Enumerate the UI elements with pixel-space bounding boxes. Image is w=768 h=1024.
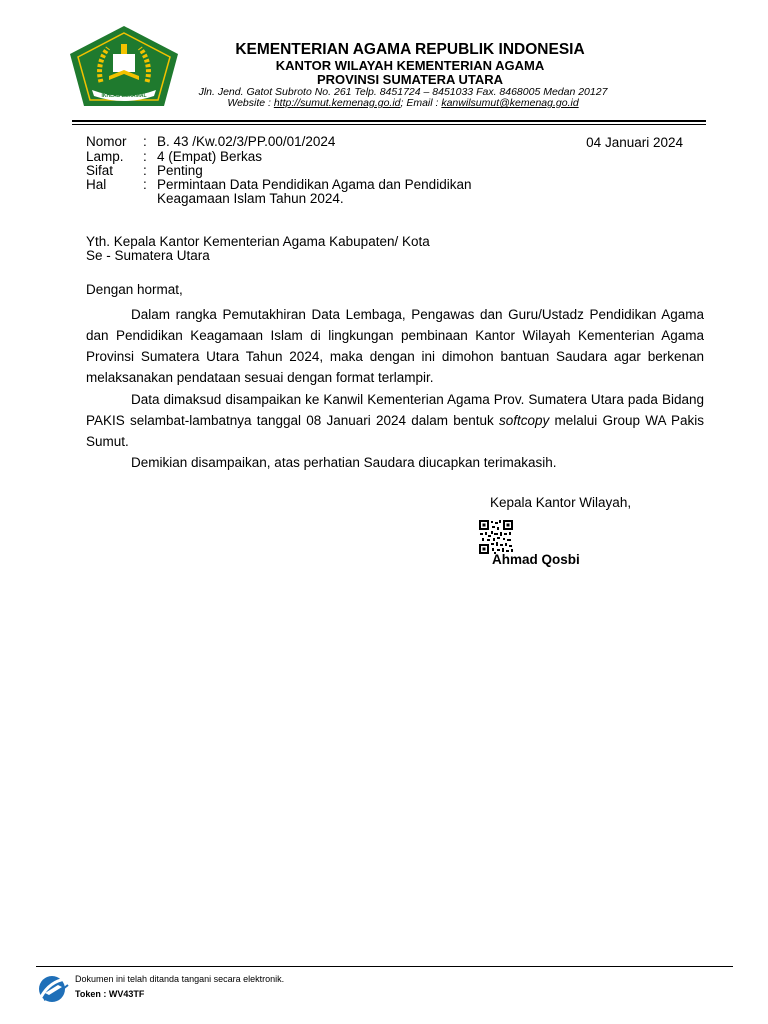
signatory-title: Kepala Kantor Wilayah,: [490, 495, 632, 510]
sifat-label: Sifat: [86, 163, 114, 178]
hal-value-line1: Permintaan Data Pendidikan Agama dan Pendidikan: [157, 177, 472, 192]
kemenag-logo: [66, 24, 182, 108]
sifat-value: Penting: [157, 163, 203, 178]
hal-value-line2: Keagamaan Islam Tahun 2024.: [157, 191, 344, 206]
logo-motto: IKHLAS BERAMAL: [101, 93, 147, 99]
letterhead-rule-thin: [72, 124, 706, 125]
greeting: Dengan hormat,: [86, 282, 183, 297]
paragraph-2: [86, 389, 704, 452]
softcopy-term: softcopy: [499, 413, 550, 428]
paragraph-1-text: Dalam rangka Pemutakhiran Data Lembaga, Pengawas dan Guru/Ustadz Pendidikan Agama dan Pendidikan Keagamaan Islam di lingkungan pembinaan Kantor Wilayah Kementerian Agama Provinsi Sumatera Utara Tahun 2024, maka dengan ini dimohon bantuan Saudara agar berkenan melaksanakan pendataan sesuai dengan format terlampir.: [86, 307, 704, 385]
office-name: KANTOR WILAYAH KEMENTERIAN AGAMA: [275, 58, 545, 73]
province-name: PROVINSI SUMATERA UTARA: [316, 72, 504, 87]
office-contact: [168, 97, 638, 109]
email-link[interactable]: kanwilsumut@kemenag.go.id: [441, 97, 579, 109]
paragraph-2-text: Data dimaksud disampaikan ke Kanwil Kementerian Agama Prov. Sumatera Utara pada Bidang PAKIS selambat-lambatnya tanggal 08 Januari 2024 dalam bentuk: [86, 392, 704, 428]
separator: :: [143, 163, 147, 178]
signatory-name: Ahmad Qosbi: [492, 552, 580, 567]
separator: :: [143, 177, 147, 192]
nomor-value: B. 43 /Kw.02/3/PP.00/01/2024: [157, 134, 336, 149]
hal-label: Hal: [86, 177, 107, 192]
paragraph-3-text: Demikian disampaikan, atas perhatian Saudara diucapkan terimakasih.: [131, 455, 557, 470]
nomor-label: Nomor: [86, 134, 127, 149]
recipient-line1: Yth. Kepala Kantor Kementerian Agama Kabupaten/ Kota: [86, 234, 430, 249]
lamp-label: Lamp.: [86, 149, 124, 164]
e-signature-note: Dokumen ini telah ditanda tangani secara elektronik.: [75, 974, 285, 984]
e-signature-icon: [36, 973, 70, 1003]
office-address: Jln. Jend. Gatot Subroto No. 261 Telp. 8451724 – 8451033 Fax. 8468005 Medan 20127: [198, 86, 608, 98]
signature-qr-code: [478, 519, 514, 555]
letter-date: 04 Januari 2024: [586, 135, 683, 150]
website-label: Website :: [227, 97, 274, 109]
email-label: ; Email :: [400, 97, 442, 109]
footer-rule: [36, 966, 733, 967]
ministry-name: KEMENTERIAN AGAMA REPUBLIK INDONESIA: [235, 41, 585, 58]
recipient-line2: Se - Sumatera Utara: [86, 248, 210, 263]
paragraph-2-end: melalui Group WA Pakis Sumut.: [86, 413, 705, 449]
separator: :: [143, 134, 147, 149]
paragraph-1: [86, 304, 704, 388]
paragraph-3: [86, 452, 704, 473]
letterhead-rule-thick: [72, 120, 706, 122]
website-link[interactable]: http://sumut.kemenag.go.id: [273, 97, 401, 109]
separator: :: [143, 149, 147, 164]
lamp-value: 4 (Empat) Berkas: [157, 149, 263, 164]
document-token: Token : WV43TF: [75, 989, 145, 999]
